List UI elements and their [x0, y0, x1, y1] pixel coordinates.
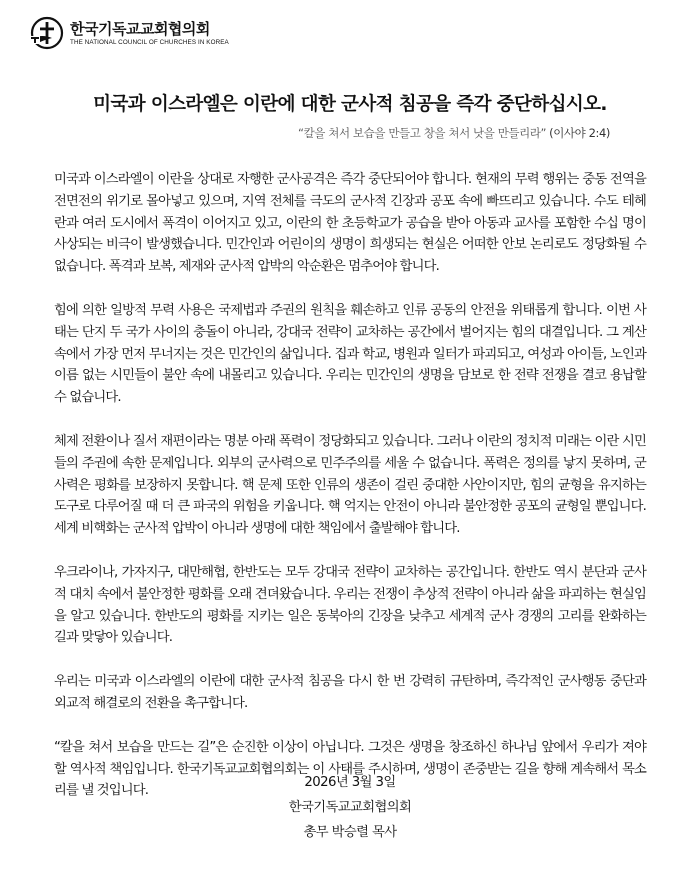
signature-signer: 총무 박승렬 목사 [303, 825, 397, 840]
epigraph-source: (이사야 2:4) [549, 126, 610, 140]
paragraph: “칼을 쳐서 보습을 만드는 길”은 순진한 이상이 아닙니다. 그것은 생명을 창조하신 하나님 앞에서 우리가 져야 할 역사적 책임입니다. 한국기독교교회협의회는 이 사태를 주시하며, 생명이 존중받는 길을 향해 계속해서 목소리를 낼 것입니다. [54, 739, 646, 799]
org-subtitle: THE NATIONAL COUNCIL OF CHURCHES IN KOREA [70, 38, 229, 46]
cross-dove-icon [30, 16, 64, 50]
page-title: 미국과 이스라엘은 이란에 대한 군사적 침공을 즉각 중단하십시오. [93, 94, 607, 115]
epigraph-text: “칼을 쳐서 보습을 만들고 창을 쳐서 낫을 만들리라” [298, 126, 547, 140]
org-name: 한국기독교교회협의회 [70, 19, 210, 38]
signature-date: 2026년 3월 3일 [304, 775, 396, 790]
statement-body [54, 169, 646, 824]
org-block [70, 20, 229, 47]
paragraph: 우크라이나, 가자지구, 대만해협, 한반도는 모두 강대국 전략이 교차하는 공간입니다. 한반도 역시 분단과 군사적 대치 속에서 불안정한 평화를 오래 견뎌왔습니다. 우리는 전쟁이 추상적 전략이 아니라 삶을 파괴하는 현실임을 알고 있습니다. 한반도의 평화를 지키는 일은 동북아의 긴장을 낮추고 세계적 군사 경쟁의 고리를 완화하는 길과 맞닿아 있습니다. [54, 564, 646, 646]
epigraph [298, 125, 610, 141]
letterhead [30, 16, 229, 50]
signature-block [0, 770, 700, 845]
paragraph: 미국과 이스라엘이 이란을 상대로 자행한 군사공격은 즉각 중단되어야 합니다. 현재의 무력 행위는 중동 전역을 전면전의 위기로 몰아넣고 있으며, 지역 전체를 극도의 군사적 긴장과 공포 속에 빠뜨리고 있습니다. 수도 테헤란과 여러 도시에서 폭격이 이어지고 있고, 이란의 한 초등학교가 공습을 받아 아동과 교사를 포함한 수십 명이 사상되는 비극이 발생했습니다. 민간인과 어린이의 생명이 희생되는 현실은 어떠한 안보 논리로도 정당화될 수 없습니다. 폭격과 보복, 제재와 군사적 압박의 악순환은 멈추어야 합니다. [54, 172, 646, 275]
paragraph: 우리는 미국과 이스라엘의 이란에 대한 군사적 침공을 다시 한 번 강력히 규탄하며, 즉각적인 군사행동 중단과 외교적 해결로의 전환을 촉구합니다. [54, 674, 646, 711]
paragraph: 힘에 의한 일방적 무력 사용은 국제법과 주권의 원칙을 훼손하고 인류 공동의 안전을 위태롭게 합니다. 이번 사태는 단지 두 국가 사이의 충돌이 아니라, 강대국 전략이 교차하는 공간에서 벌어지는 힘의 대결입니다. 그 계산 속에서 가장 먼저 무너지는 것은 민간인의 삶입니다. 집과 학교, 병원과 일터가 파괴되고, 여성과 아이들, 노인과 이름 없는 시민들이 불안 속에 내몰리고 있습니다. 우리는 민간인의 생명을 담보로 한 전략 전쟁을 결코 용납할 수 없습니다. [54, 302, 646, 406]
paragraph: 체제 전환이나 질서 재편이라는 명분 아래 폭력이 정당화되고 있습니다. 그러나 이란의 정치적 미래는 이란 시민들의 주권에 속한 문제입니다. 외부의 군사력으로 민주주의를 세울 수 없습니다. 폭력은 정의를 낳지 못하며, 군사력은 평화를 보장하지 못합니다. 핵 문제 또한 인류의 생존이 걸린 중대한 사안이지만, 힘의 균형을 유지하는 도구로 다루어질 때 더 큰 파국의 위험을 키웁니다. 핵 억지는 안전이 아니라 불안정한 공포의 균형일 뿐입니다. 세계 비핵화는 군사적 압박이 아니라 생명에 대한 책임에서 출발해야 합니다. [54, 433, 646, 537]
signature-org: 한국기독교교회협의회 [288, 800, 412, 815]
